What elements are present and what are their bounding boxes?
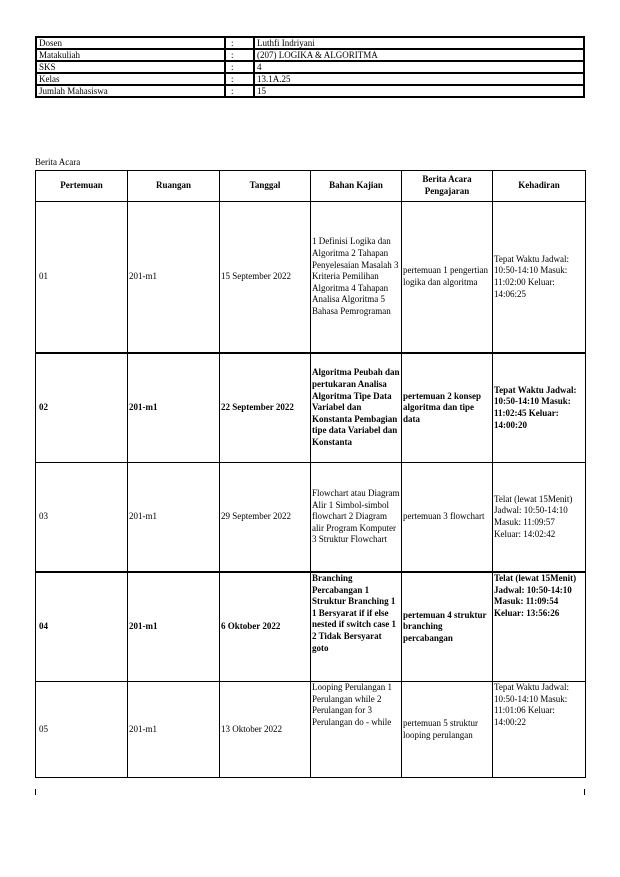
cell-kehadiran: Tepat Waktu Jadwal: 10:50-14:10 Masuk: 11:02:45 Keluar: 14:00:20 [493,353,586,463]
table-continuation-edge [35,789,585,791]
info-value: 15 [254,85,584,97]
cell-bahan-kajian: 1 Definisi Logika dan Algoritma 2 Tahapan Penyelesaian Masalah 3 Kriteria Pemilihan Algoritma 4 Tahapan Analisa Algoritma 5 Bahasa Pemrograman [311,202,402,354]
info-row-dosen [36,37,584,49]
info-separator: : [225,49,254,61]
table-row [36,202,586,354]
header-berita-acara: Berita Acara Pengajaran [402,171,493,202]
info-value: 4 [254,61,584,73]
info-row-matakuliah [36,49,584,61]
cell-berita-acara: pertemuan 5 struktur looping perulangan [402,682,493,778]
cell-berita-acara: pertemuan 1 pengertian logika dan algoritma [402,202,493,354]
berita-acara-table [35,170,586,778]
info-label: Dosen [36,37,225,49]
header-bahan-kajian: Bahan Kajian [311,171,402,202]
continuation-tick [35,789,36,795]
info-value: Luthfi Indriyani [254,37,584,49]
info-value: (207) LOGIKA & ALGORITMA [254,49,584,61]
course-info-table [35,36,585,98]
cell-tanggal: 6 Oktober 2022 [220,572,311,682]
table-row [36,463,586,573]
table-row [36,572,586,682]
cell-kehadiran: Tepat Waktu Jadwal: 10:50-14:10 Masuk: 11:02:00 Keluar: 14:06:25 [493,202,586,354]
cell-ruangan: 201-m1 [128,682,220,778]
cell-tanggal: 29 September 2022 [220,463,311,573]
cell-pertemuan: 04 [36,572,128,682]
table-row [36,682,586,778]
info-label: Matakuliah [36,49,225,61]
cell-berita-acara: pertemuan 3 flowchart [402,463,493,573]
cell-kehadiran: Telat (lewat 15Menit) Jadwal: 10:50-14:10 Masuk: 11:09:57 Keluar: 14:02:42 [493,463,586,573]
info-separator: : [225,61,254,73]
cell-pertemuan: 02 [36,353,128,463]
cell-bahan-kajian: Flowchart atau Diagram Alir 1 Simbol-simbol flowchart 2 Diagram alir Program Komputer 3 Struktur Flowchart [311,463,402,573]
cell-pertemuan: 05 [36,682,128,778]
continuation-tick [584,789,585,795]
cell-kehadiran: Telat (lewat 15Menit) Jadwal: 10:50-14:10 Masuk: 11:09:54 Keluar: 13:56:26 [493,572,586,682]
info-row-sks [36,61,584,73]
info-separator: : [225,37,254,49]
cell-ruangan: 201-m1 [128,463,220,573]
header-kehadiran: Kehadiran [493,171,586,202]
cell-ruangan: 201-m1 [128,572,220,682]
info-row-kelas [36,73,584,85]
cell-ruangan: 201-m1 [128,353,220,463]
table-row [36,353,586,463]
cell-pertemuan: 01 [36,202,128,354]
info-row-jumlah-mahasiswa [36,85,584,97]
info-label: Jumlah Mahasiswa [36,85,225,97]
header-ruangan: Ruangan [128,171,220,202]
section-title: Berita Acara [35,157,81,167]
cell-pertemuan: 03 [36,463,128,573]
cell-tanggal: 22 September 2022 [220,353,311,463]
header-tanggal: Tanggal [220,171,311,202]
cell-kehadiran: Tepat Waktu Jadwal: 10:50-14:10 Masuk: 11:01:06 Keluar: 14:00:22 [493,682,586,778]
cell-tanggal: 15 September 2022 [220,202,311,354]
cell-ruangan: 201-m1 [128,202,220,354]
info-label: Kelas [36,73,225,85]
info-separator: : [225,85,254,97]
cell-bahan-kajian: Branching Percabangan 1 Struktur Branching 1 1 Bersyarat if if else nested if switch case 1 2 Tidak Bersyarat goto [311,572,402,682]
info-separator: : [225,73,254,85]
info-label: SKS [36,61,225,73]
cell-berita-acara: pertemuan 2 konsep algoritma dan tipe data [402,353,493,463]
cell-berita-acara: pertemuan 4 struktur branching percabangan [402,572,493,682]
header-pertemuan: Pertemuan [36,171,128,202]
table-header-row [36,171,586,202]
cell-bahan-kajian: Looping Perulangan 1 Perulangan while 2 Perulangan for 3 Perulangan do - while [311,682,402,778]
cell-tanggal: 13 Oktober 2022 [220,682,311,778]
info-value: 13.1A.25 [254,73,584,85]
cell-bahan-kajian: Algoritma Peubah dan pertukaran Analisa Algoritma Tipe Data Variabel dan Konstanta Pembagian tipe data Variabel dan Konstanta [311,353,402,463]
